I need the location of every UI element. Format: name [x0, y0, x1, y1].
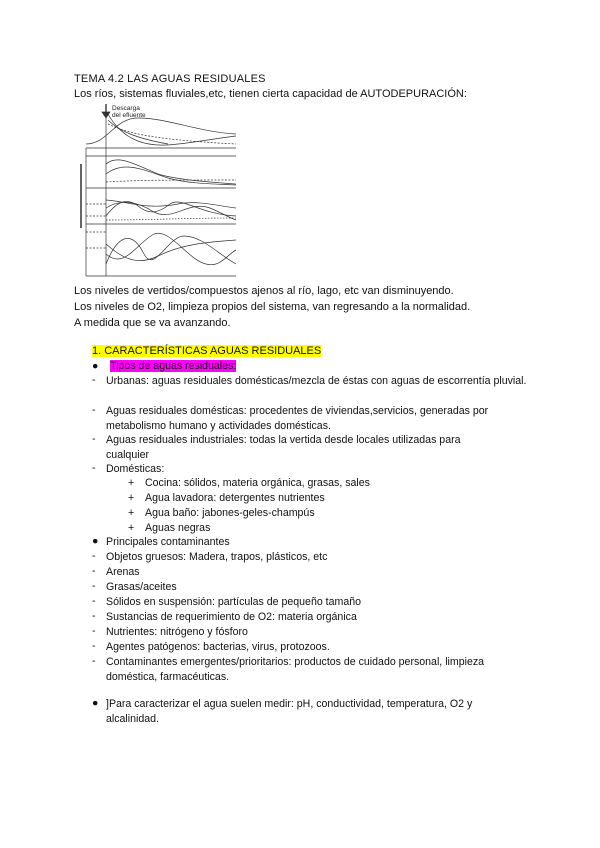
contaminant-item: Sólidos en suspensión: partículas de pequeño tamaño [106, 596, 362, 608]
section-heading-text: 1. CARACTERÍSTICAS AGUAS RESIDUALES [92, 345, 322, 357]
bullet-dot: ● [92, 360, 99, 372]
type-item-urbanas: Urbanas: aguas residuales domésticas/mezcla de éstas con aguas de escorrentía pluvial. [106, 375, 527, 387]
bullet-dash: - [92, 550, 96, 562]
contaminant-item: Grasas/aceites [106, 581, 177, 593]
bullet-dot: ● [92, 535, 99, 547]
bullet-dash: - [92, 640, 96, 652]
bullet-dash: - [92, 655, 96, 667]
bullet-dash: - [92, 462, 96, 474]
bullet-dash: - [92, 610, 96, 622]
paragraph-3: A medida que se va avanzando. [74, 317, 231, 329]
bullet-dash: - [92, 433, 96, 445]
bullet-plus: + [128, 522, 135, 534]
bullet-dash: - [92, 595, 96, 607]
contaminants-heading: Principales contaminantes [106, 536, 230, 548]
figure-label-discharge: Descarga [112, 105, 140, 112]
bullet-dash: - [92, 565, 96, 577]
domestic-item-negras: Aguas negras [145, 522, 211, 534]
contaminant-item: Objetos gruesos: Madera, trapos, plásticos, etc [106, 551, 328, 563]
self-purification-figure [78, 104, 240, 278]
types-heading: Tipos de aguas residuales: [110, 360, 237, 372]
contaminant-item: Nutrientes: nitrógeno y fósforo [106, 626, 248, 638]
bullet-dash: - [92, 404, 96, 416]
bullet-dash: - [92, 580, 96, 592]
document-title: TEMA 4.2 LAS AGUAS RESIDUALES [74, 73, 266, 85]
type-item-domesticas: Aguas residuales domésticas: procedentes de viviendas,servicios, generadas por metabolismo humano y actividades domésticas. [106, 405, 489, 432]
bullet-dash: - [92, 625, 96, 637]
contaminant-item: Contaminantes emergentes/prioritarios: productos de cuidado personal, limpieza doméstica, farmacéuticas. [106, 656, 485, 683]
domestic-item-bano: Agua baño: jabones-geles-champús [145, 507, 315, 519]
bullet-plus: + [128, 492, 135, 504]
domestic-item-cocina: Cocina: sólidos, materia orgánica, grasas, sales [145, 477, 370, 489]
bullet-dot: ● [92, 697, 99, 709]
paragraph-2: Los niveles de O2, limpieza propios del sistema, van regresando a la normalidad. [74, 301, 471, 313]
contaminant-item: Arenas [106, 566, 140, 578]
paragraph-1: Los niveles de vertidos/compuestos ajenos al río, lago, etc van disminuyendo. [74, 285, 454, 297]
section-heading [92, 344, 321, 358]
bullet-plus: + [128, 477, 135, 489]
contaminant-item: Agentes patógenos: bacterias, virus, protozoos. [106, 641, 330, 653]
intro-text: Los ríos, sistemas fluviales,etc, tienen cierta capacidad de AUTODEPURACIÓN: [74, 88, 467, 100]
figure-label-effluent: del efluente [112, 112, 146, 119]
type-item-industriales: Aguas residuales industriales: todas la vertida desde locales utilizadas para cualquier [106, 434, 461, 461]
bullet-plus: + [128, 507, 135, 519]
type-item-domesticas-sub: Domésticas: [106, 463, 165, 475]
types-heading-row [92, 359, 236, 373]
contaminant-item: Sustancias de requerimiento de O2: materia orgánica [106, 611, 357, 623]
bullet-dash: - [92, 374, 96, 386]
final-bullet-text: ]Para caracterizar el agua suelen medir: pH, conductividad, temperatura, O2 y alcalinidad. [106, 698, 473, 725]
domestic-item-lavadora: Agua lavadora: detergentes nutrientes [145, 492, 325, 504]
